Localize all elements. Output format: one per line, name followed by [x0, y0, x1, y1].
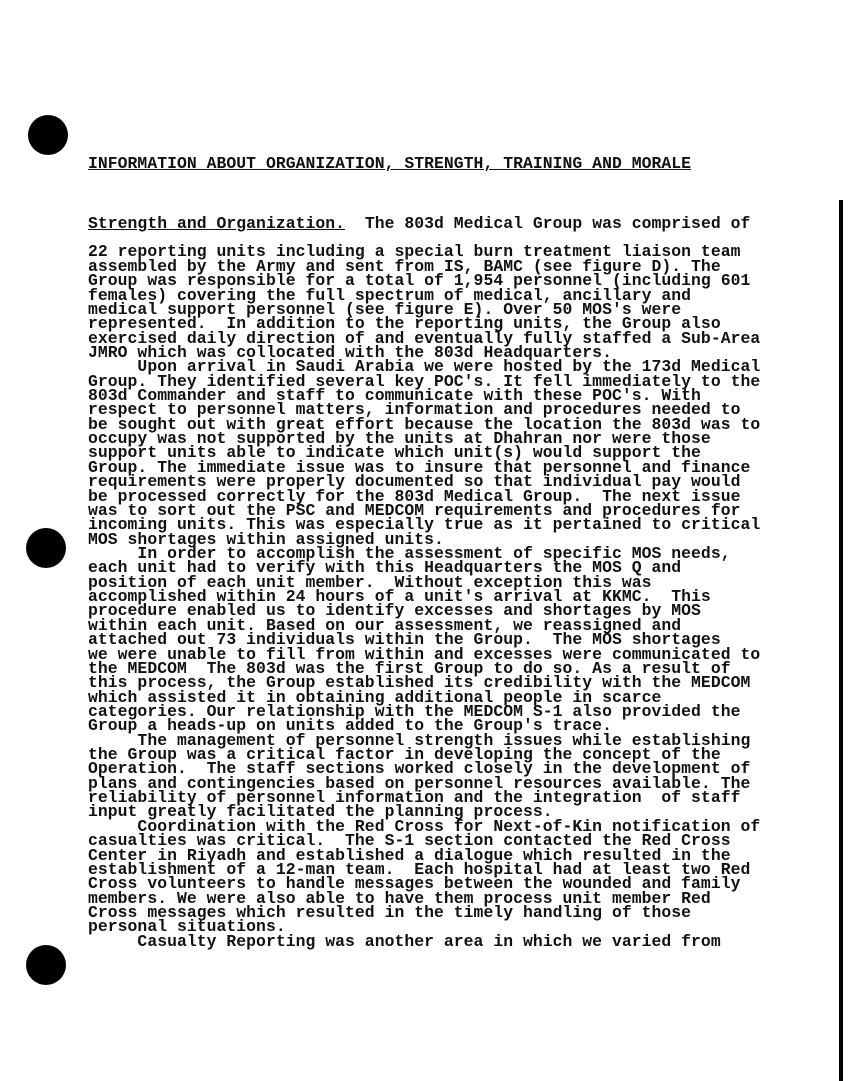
body-line: Group a heads-up on units added to the Group's trace. — [88, 716, 612, 736]
body-line: which assisted it in obtaining additional people in scarce — [88, 687, 662, 707]
body-line: accomplished within 24 hours of a unit's arrival at KKMC. This — [88, 587, 711, 607]
body-line: categories. Our relationship with the MEDCOM S-1 also provided the — [88, 701, 741, 721]
body-line: was to sort out the PSC and MEDCOM requirements and procedures for — [88, 500, 741, 520]
body-line: Casualty Reporting was another area in which we varied from — [88, 931, 721, 951]
body-line: Center in Riyadh and established a dialogue which resulted in the — [88, 845, 731, 865]
body-line: position of each unit member. Without exception this was — [88, 572, 652, 592]
body-line: within each unit. Based on our assessment, we reassigned and — [88, 615, 682, 635]
body-line: each unit had to verify with this Headquarters the MOS Q and — [88, 558, 682, 578]
body-line — [88, 213, 760, 233]
body-line: In order to accomplish the assessment of specific MOS needs, — [88, 543, 731, 563]
body-line: exercised daily direction of and eventually fully staffed a Sub-Area — [88, 328, 761, 348]
section-heading: Strength and Organization. — [88, 213, 346, 233]
body-line: females) covering the full spectrum of medical, ancillary and — [88, 285, 692, 305]
body-line: procedure enabled us to identify excesses and shortages by MOS — [88, 601, 701, 621]
body-line: Group. They identified several key POC's. It fell immediately to the — [88, 371, 761, 391]
body-line: attached out 73 individuals within the Group. The MOS shortages — [88, 630, 721, 650]
body-line: casualties was critical. The S-1 section contacted the Red Cross — [88, 831, 731, 851]
document-body — [88, 188, 760, 949]
body-line-text: The 803d Medical Group was comprised of — [345, 213, 751, 233]
body-line: reliability of personnel information and the integration of staff — [88, 788, 741, 808]
body-line: the MEDCOM The 803d was the first Group to do so. As a result of — [88, 658, 731, 678]
body-line: establishment of a 12-man team. Each hospital had at least two Red — [88, 859, 751, 879]
body-line: Group. The immediate issue was to insure that personnel and finance — [88, 457, 751, 477]
body-line: personal situations. — [88, 917, 286, 937]
body-line: 803d Commander and staff to communicate with these POC's. With — [88, 386, 701, 406]
body-line: Group was responsible for a total of 1,954 personnel (including 601 — [88, 271, 751, 291]
body-line: be processed correctly for the 803d Medical Group. The next issue — [88, 486, 741, 506]
body-line: The management of personnel strength issues while establishing — [88, 730, 751, 750]
body-line: Operation. The staff sections worked closely in the development of — [88, 759, 751, 779]
body-line: occupy was not supported by the units at Dhahran nor were those — [88, 429, 711, 449]
body-line: medical support personnel (see figure E). Over 50 MOS's were — [88, 299, 682, 319]
binder-hole-bottom — [26, 945, 66, 985]
body-line: 22 reporting units including a special burn treatment liaison team — [88, 242, 741, 262]
body-line: plans and contingencies based on personnel resources available. The — [88, 773, 751, 793]
body-line: Coordination with the Red Cross for Next-of-Kin notification of — [88, 816, 761, 836]
body-line: input greatly facilitated the planning process. — [88, 802, 553, 822]
body-line: requirements were properly documented so that individual pay would — [88, 472, 741, 492]
binder-hole-top — [28, 115, 68, 155]
body-line: Cross messages which resulted in the timely handling of those — [88, 902, 692, 922]
body-line: we were unable to fill from within and excesses were communicated to — [88, 644, 761, 664]
body-line: JMRO which was collocated with the 803d Headquarters. — [88, 342, 612, 362]
binder-hole-middle — [26, 528, 66, 568]
body-line: incoming units. This was especially true as it pertained to critical — [88, 515, 761, 535]
body-line: Cross volunteers to handle messages between the wounded and family — [88, 874, 741, 894]
body-line: be sought out with great effort because the location the 803d was to — [88, 414, 761, 434]
body-line: assembled by the Army and sent from IS, BAMC (see figure D). The — [88, 256, 721, 276]
page-heading: INFORMATION ABOUT ORGANIZATION, STRENGTH, TRAINING AND MORALE — [88, 154, 692, 173]
body-line: Upon arrival in Saudi Arabia we were hosted by the 173d Medical — [88, 357, 761, 377]
body-line: this process, the Group established its credibility with the MEDCOM — [88, 673, 751, 693]
body-line: respect to personnel matters, information and procedures needed to — [88, 400, 741, 420]
body-line: the Group was a critical factor in developing the concept of the — [88, 745, 721, 765]
body-line: represented. In addition to the reporting units, the Group also — [88, 314, 721, 334]
body-line: support units able to indicate which unit(s) would support the — [88, 443, 701, 463]
body-line: members. We were also able to have them process unit member Red — [88, 888, 711, 908]
margin-change-bar — [839, 200, 843, 1081]
body-line: MOS shortages within assigned units. — [88, 529, 444, 549]
